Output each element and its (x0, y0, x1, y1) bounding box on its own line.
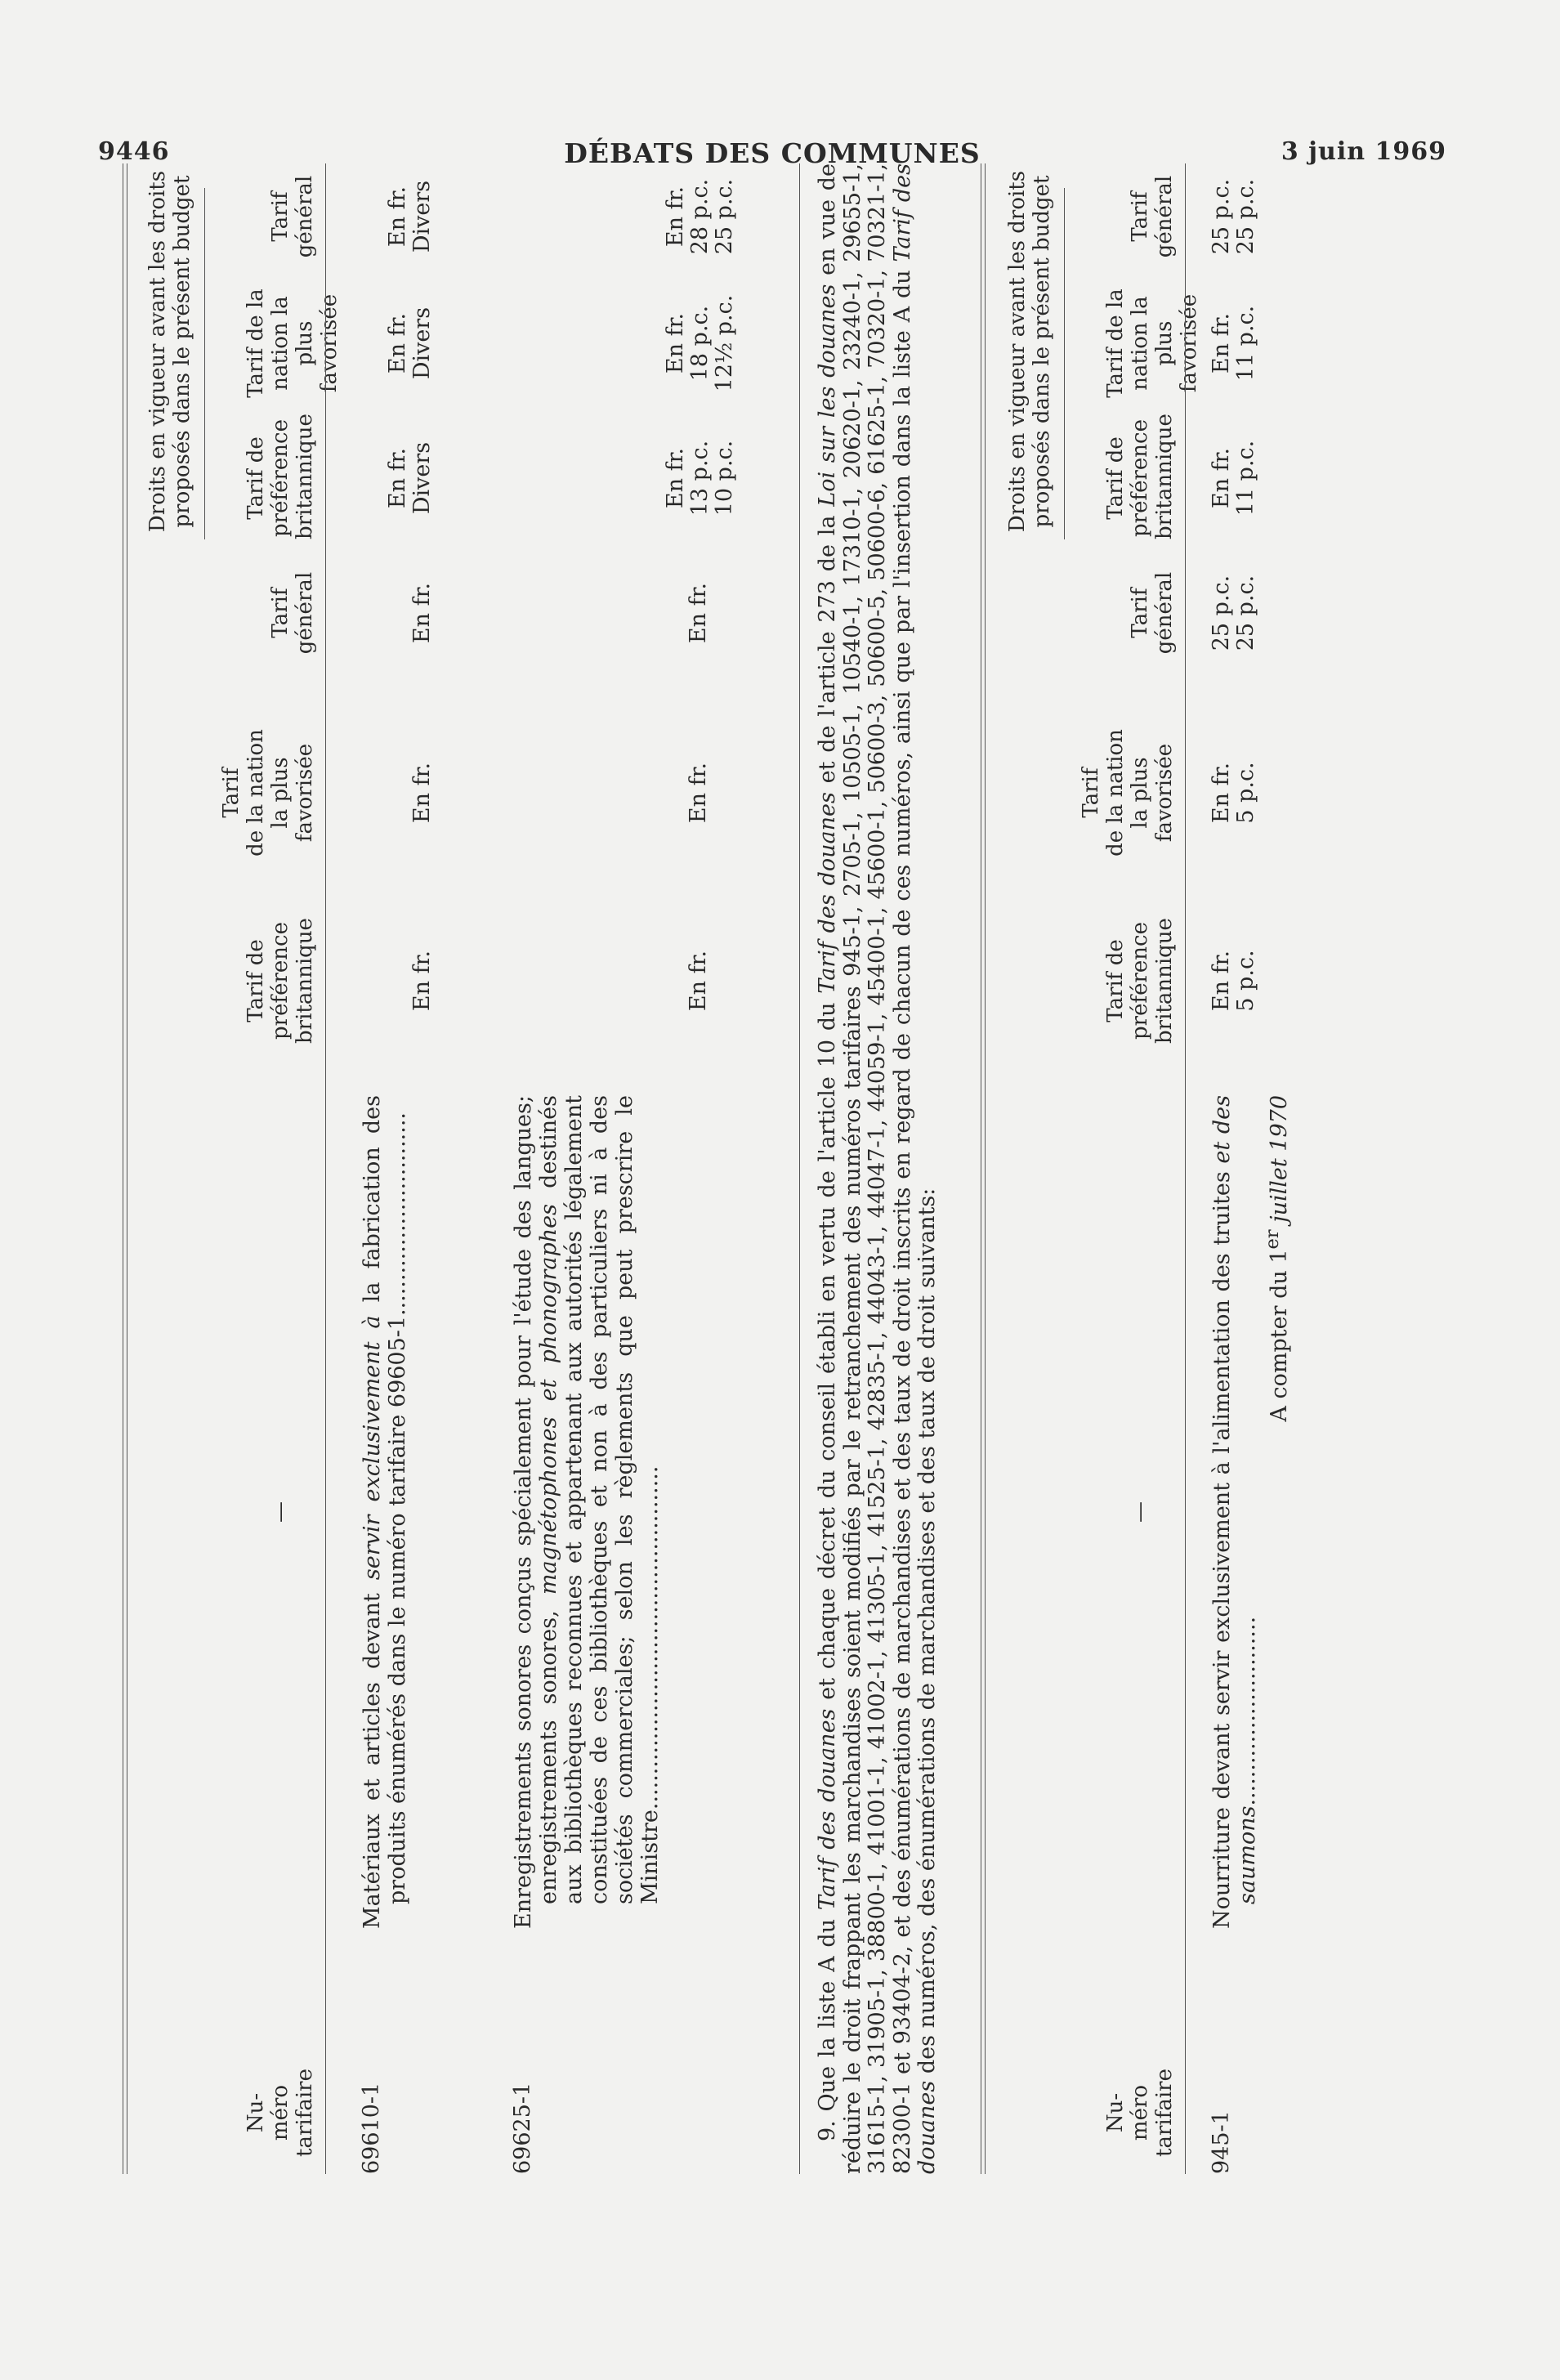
row-945-1-old-gen: 25 p.c. 25 p.c. (1209, 178, 1258, 255)
row-945-1-npf: En fr. 5 p.c. (1209, 762, 1258, 824)
row-69610-1-numero: 69610-1 (359, 2082, 384, 2174)
row-945-1-old-npf: En fr. 11 p.c. (1209, 305, 1258, 382)
table2-head-bp: Tarif de préférence britannique (1103, 918, 1177, 1044)
row-69625-1-npf: En fr. (686, 762, 711, 824)
row-69610-1-gen: En fr. (409, 582, 435, 644)
row-69625-1-old-npf: En fr. 18 p.c. 12½ p.c. (663, 294, 737, 392)
table2-head-old-bp: Tarif de préférence britannique (1103, 414, 1177, 539)
row-945-1-gen: 25 p.c. 25 p.c. (1209, 575, 1258, 651)
table2-head-old-npf: Tarif de la nation la plus favorisée (1103, 289, 1201, 398)
row-69610-1-old-bp: En fr. Divers (385, 441, 435, 515)
row-69610-1-description: Matériaux et articles devant servir exclusivement à la fabrication des produits énumérés dans le numéro tarifaire 69605-1............................. (360, 1095, 410, 1929)
row-69625-1-old-gen: En fr. 28 p.c. 25 p.c. (663, 178, 737, 255)
row-69610-1-old-npf: En fr. Divers (385, 306, 435, 380)
table1-head-gen: Tarif général (268, 571, 317, 655)
table1-head-numero: Nu- méro tarifaire (244, 2069, 317, 2157)
table1-head-old-npf: Tarif de la nation la plus favorisée (244, 289, 342, 398)
table1-bottom-rule (799, 163, 800, 2174)
table1-head-old-gen: Tarif général (268, 175, 317, 258)
row-69610-1-old-gen: En fr. Divers (385, 180, 435, 253)
page-date: 3 juin 1969 (1281, 137, 1446, 166)
row-69625-1-numero: 69625-1 (510, 2082, 535, 2174)
rotated-tariff-content (114, 163, 1455, 2174)
row-69610-1-npf: En fr. (409, 762, 435, 824)
table2-head-old-gen: Tarif général (1128, 175, 1177, 258)
table1-head-droits: Droits en vigueur avant les droits proposés dans le présent budget (145, 170, 194, 533)
row-945-1-old-bp: En fr. 11 p.c. (1209, 440, 1258, 517)
row-69625-1-gen: En fr. (686, 582, 711, 644)
row-69625-1-description: Enregistrements sonores conçus spécialement pour l'étude des langues; enregistrements sonores, magnétophones et phonographes destinés aux bibliothèques reconnues et appartenant aux autorités légalement constituées de ces bibliothèques et non à des particuliers ni à des sociétés commerciales; selon les règlements que peut prescrire le Ministre................................................. (511, 1095, 663, 1929)
row-69610-1-bp: En fr. (409, 950, 435, 1012)
paragraph-9: 9. Que la liste A du Tarif des douanes et chaque décret du conseil établi en vertu de l'article 10 du Tarif des douanes et de l'article 273 de la Loi sur les douanes en vue de réduire le droit frappant les marchandises soient modifiés par le retranchement des numéros tarifaires 945-1, 2705-1, 10505-1, 10540-1, 17310-1, 20620-1, 23240-1, 29655-1, 31615-1, 31905-1, 38800-1, 41001-1, 41002-1, 41305-1, 41525-1, 42835-1, 44043-1, 44047-1, 44059-1, 45400-1, 45600-1, 50600-3, 50600-5, 50600-6, 61625-1, 70320-1, 70321-1, 82300-1 et 93404-2, et des énumérations de marchandises et des taux de droit inscrits en regard de chacun de ces numéros, ainsi que par l'insertion dans la liste A du Tarif des douanes des numéros, des énumérations de marchandises et des taux de droit suivants: (815, 163, 940, 2174)
row-945-1-description: Nourriture devant servir exclusivement à l'alimentation des truites et des saumons........................... A compter du 1er juillet 1970 (1209, 1095, 1292, 1929)
table1-head-bp: Tarif de préférence britannique (244, 918, 317, 1044)
table2-head-desc: — (1128, 1501, 1152, 1523)
row-69625-1-old-bp: En fr. 13 p.c. 10 p.c. (663, 440, 737, 517)
table2-head-numero: Nu- méro tarifaire (1103, 2069, 1177, 2157)
table1-head-npf: Tarif de la nation la plus favorisée (219, 729, 317, 857)
table2-head-gen: Tarif général (1128, 571, 1177, 655)
page-number: 9446 (98, 137, 170, 166)
table1-head-old-bp: Tarif de préférence britannique (244, 414, 317, 539)
table2-head-droits: Droits en vigueur avant les droits proposés dans le présent budget (1005, 170, 1054, 533)
journal-title: DÉBATS DES COMMUNES (564, 137, 981, 169)
row-945-1-bp: En fr. 5 p.c. (1209, 950, 1258, 1012)
row-945-1-numero: 945-1 (1209, 2110, 1234, 2174)
table1-head-desc: — (268, 1501, 293, 1523)
row-69625-1-bp: En fr. (686, 950, 711, 1012)
table2-head-npf: Tarif de la nation la plus favorisée (1079, 729, 1177, 857)
